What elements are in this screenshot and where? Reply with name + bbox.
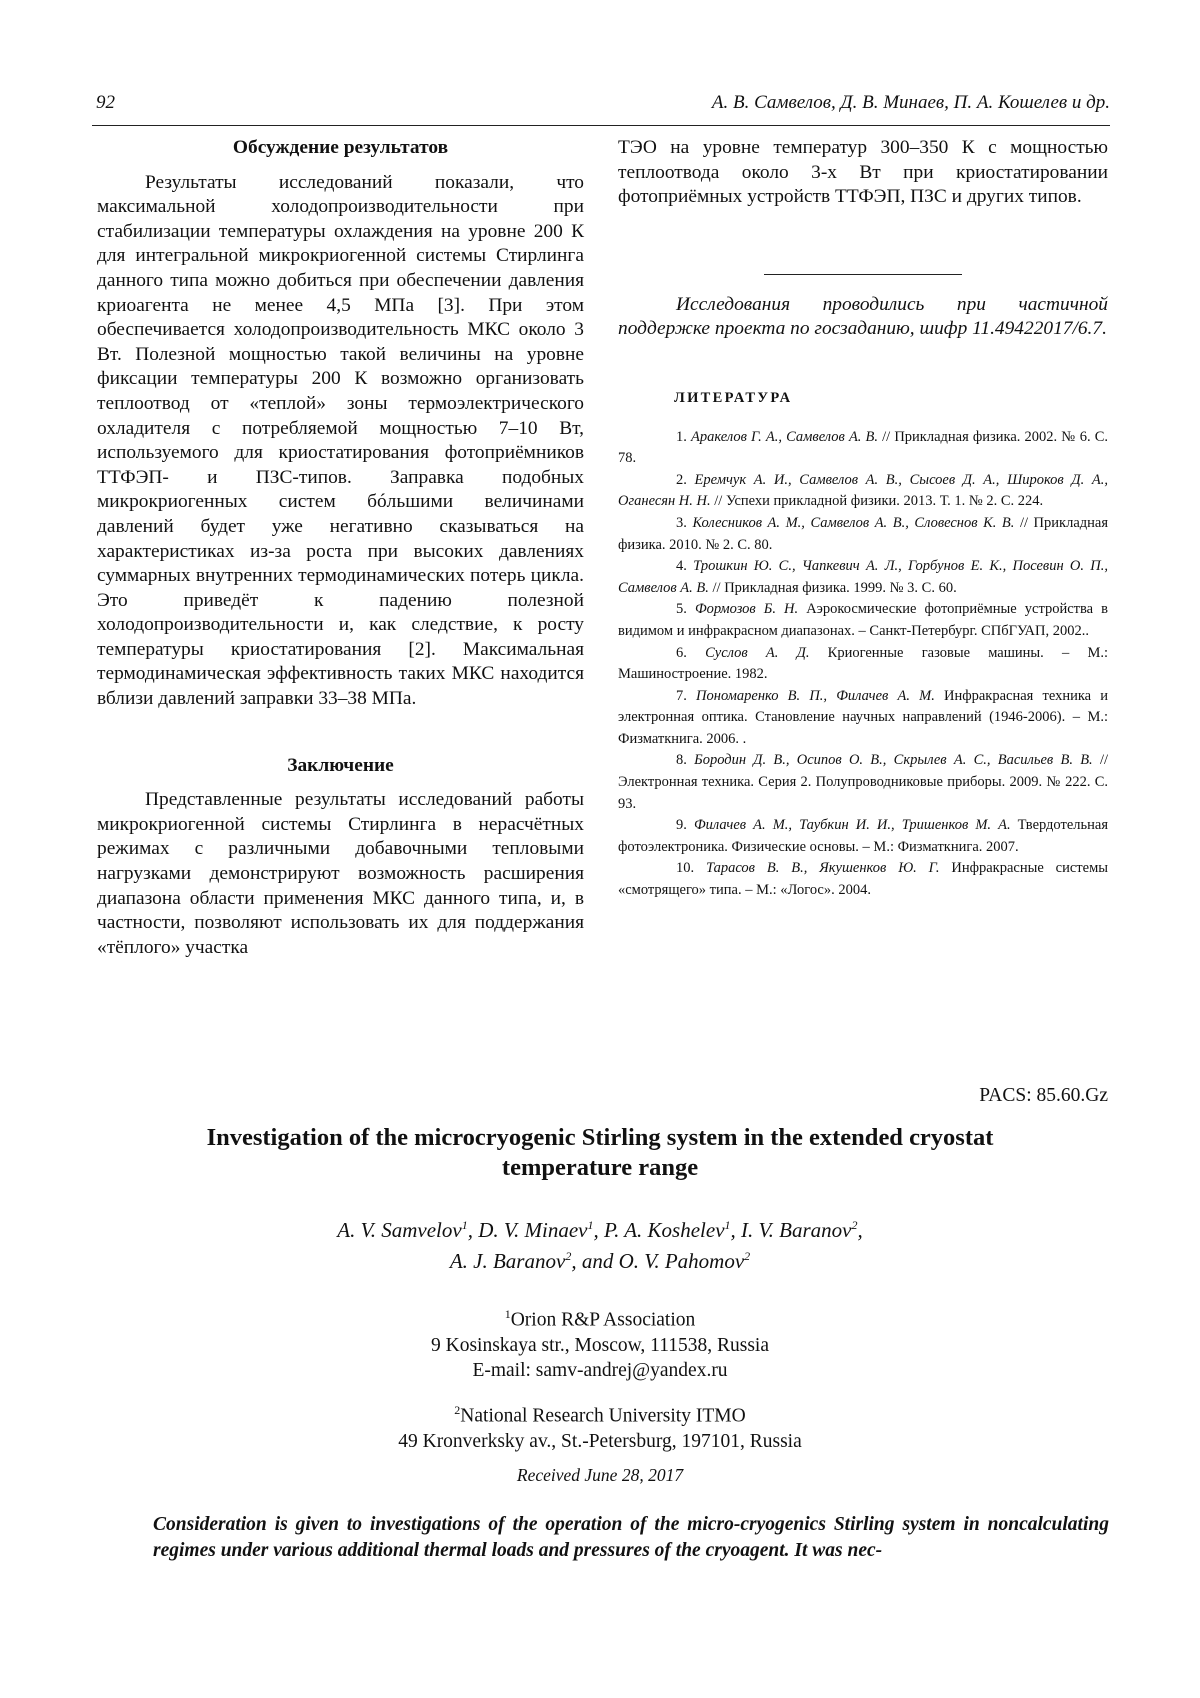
english-authors [200, 1212, 1000, 1274]
reference-authors: Аракелов Г. А., Самвелов А. В. [691, 428, 879, 445]
reference-number: 8. [676, 752, 695, 769]
affiliation-1-address: 9 Kosinskaya str., Moscow, 111538, Russia [431, 1334, 769, 1356]
reference-number: 7. [676, 687, 697, 704]
author-separator: , and [571, 1249, 619, 1273]
reference-item [618, 815, 1108, 858]
reference-item [618, 599, 1108, 642]
author-affiliation-sup: 1 [587, 1218, 594, 1232]
author-separator: , [467, 1218, 479, 1242]
author-separator: , [857, 1218, 863, 1242]
page-header [92, 92, 1110, 122]
reference-source: Инфракрасная техника и электронная оптика. Становление научных направлений (1946-2006). – М.: Физматкнига. 2006. . [618, 687, 1109, 747]
reference-number: 9. [676, 817, 694, 834]
author-name: P. A. Koshelev [603, 1218, 725, 1242]
reference-number: 1. [676, 428, 691, 445]
affiliation-2-name: National Research University ITMO [460, 1405, 746, 1427]
author-name: D. V. Minaev [478, 1218, 588, 1242]
reference-authors: Колесников А. М., Самвелов А. В., Словеснов К. В. [692, 514, 1015, 531]
reference-source: Инфракрасные системы «смотрящего» типа. – М.: «Логос». 2004. [618, 860, 1108, 899]
affiliation-1-name: Orion R&P Association [510, 1309, 696, 1331]
reference-item [618, 470, 1108, 513]
reference-authors: Формозов Б. Н. [694, 601, 799, 618]
reference-source: // Прикладная физика. 1999. № 3. С. 60. [708, 579, 957, 596]
reference-authors: Суслов А. Д. [705, 644, 810, 661]
reference-item [618, 858, 1108, 901]
affiliation-1 [200, 1302, 1000, 1383]
affiliation-1-sup: 1 [504, 1307, 511, 1321]
reference-source: Твердотельная фотоэлектроника. Физические основы. – М.: Физматкнига. 2007. [618, 817, 1108, 855]
reference-item [618, 686, 1108, 751]
reference-number: 5. [676, 601, 695, 618]
author-name: A. V. Samvelov [337, 1218, 462, 1242]
reference-item [618, 750, 1108, 815]
reference-number: 4. [676, 558, 694, 575]
reference-authors: Еремчук А. И., Самвелов А. В., Сысоев Д. А., Широков Д. А., Оганесян Н. Н. [618, 471, 1108, 510]
affiliation-1-email: E-mail: samv-andrej@yandex.ru [472, 1359, 728, 1381]
continuation-paragraph: ТЭО на уровне температур 300–350 К с мощностью теплоотвода около 3-х Вт при криостатировании фотоприёмных устройств ТТФЭП, ПЗС и других типов. [618, 137, 1108, 208]
reference-authors: Бородин Д. В., Осипов О. В., Скрылев А. С., Васильев В. В. [694, 752, 1093, 769]
reference-number: 2. [676, 471, 695, 488]
reference-item [618, 513, 1108, 556]
header-rule [92, 125, 1110, 126]
running-head: А. В. Самвелов, Д. В. Минаев, П. А. Кошелев и др. [711, 92, 1110, 113]
reference-authors: Филачев А. М., Таубкин И. И., Тришенков М. А. [693, 817, 1011, 834]
pacs-code: PACS: 85.60.Gz [979, 1085, 1108, 1106]
affiliation-2-address: 49 Kronverksky av., St.-Petersburg, 197101, Russia [398, 1430, 802, 1452]
reference-authors: Пономаренко В. П., Филачев А. М. [696, 687, 935, 704]
left-column [97, 136, 584, 960]
reference-source: Аэрокосмические фотоприёмные устройства в видимом и инфракрасном диапазонах. – Санкт-Петербург. СПбГУАП, 2002.. [618, 601, 1109, 639]
reference-number: 6. [676, 644, 706, 661]
received-date: Received June 28, 2017 [516, 1465, 684, 1485]
author-separator: , [730, 1218, 742, 1242]
author-name: I. V. Baranov [741, 1218, 852, 1242]
authors-line-1 [200, 1212, 1000, 1243]
english-title: Investigation of the microcryogenic Stirling system in the extended cryostat temperature range [206, 1124, 994, 1181]
reference-number: 3. [676, 514, 693, 531]
reference-item [618, 643, 1108, 686]
author-affiliation-sup: 2 [565, 1249, 572, 1263]
reference-authors: Тарасов В. В., Якушенков Ю. Г. [706, 860, 940, 877]
author-name: O. V. Pahomov [618, 1249, 745, 1273]
conclusion-heading: Заключение [287, 754, 394, 776]
author-separator: , [593, 1218, 604, 1242]
author-affiliation-sup: 1 [461, 1218, 468, 1232]
acknowledgement: Исследования проводились при частичной поддержке проекта по госзаданию, шифр 11.49422017/6.7. [618, 293, 1108, 340]
conclusion-paragraph: Представленные результаты исследований работы микрокриогенной системы Стирлинга в нерасчётных режимах с различными добавочными тепловыми нагрузками демонстрируют возможность расширения диапазона области применения МКС данного типа, и, в частности, позволяют использовать их для поддержания «тёплого» участка [97, 789, 584, 958]
english-abstract: Consideration is given to investigations of the operation of the micro-cryogenics Stirling system in noncalculating regimes under various additional thermal loads and pressures of the cryoagent. It was nec- [153, 1514, 1109, 1561]
author-name: A. J. Baranov [449, 1249, 566, 1273]
literature-heading: ЛИТЕРАТУРА [674, 389, 793, 406]
reference-list [618, 427, 1108, 902]
reference-authors: Трошкин Ю. С., Чапкевич А. Л., Горбунов Е. К., Посевин О. П., Самвелов А. В. [618, 558, 1109, 596]
acknowledgement-rule [764, 274, 962, 275]
author-affiliation-sup: 1 [724, 1218, 731, 1232]
reference-source: // Прикладная физика. 2002. № 6. С. 78. [618, 428, 1108, 467]
discussion-paragraph: Результаты исследований показали, что максимальной холодопроизводительности при стабилизации температуры охлаждения на уровне 200 К для интегральной микрокриогенной системы Стирлинга данного типа можно добиться при обеспечении давления криоагента не менее 4,5 МПа [3]. При этом обеспечивается холодопроизводительность МКС около 3 Вт. Полезной мощностью такой величины на уровне фиксации температуры 200 К возможно организовать теплоотвод от «теплой» зоны термоэлектрического охладителя с потребляемой мощностью 7–10 Вт, используемого для криостатирования фотоприёмников ТТФЭП- и ПЗС-типов. Заправка подобных микрокриогенных систем бóльшими величинами давлений будет уже негативно сказываться на характеристиках из-за роста при высоких давлениях суммарных внутренних термодинамических потерь цикла. Это приведёт к падению полезной холодопроизводительности и, как следствие, к росту температуры криостатирования [2]. Максимальная термодинамическая эффективность таких МКС находится вблизи давлений заправки 33–38 МПа. [97, 171, 584, 710]
right-column [618, 136, 1108, 902]
reference-item [618, 427, 1108, 470]
reference-source: // Электронная техника. Серия 2. Полупроводниковые приборы. 2009. № 222. С. 93. [618, 752, 1108, 812]
reference-source: // Успехи прикладной физики. 2013. Т. 1. № 2. С. 224. [710, 493, 1044, 510]
reference-number: 10. [676, 860, 707, 877]
affiliation-2-sup: 2 [454, 1403, 461, 1417]
reference-item [618, 556, 1108, 599]
author-affiliation-sup: 2 [851, 1218, 858, 1232]
authors-line-2 [200, 1243, 1000, 1274]
discussion-heading: Обсуждение результатов [232, 137, 449, 158]
affiliation-2 [200, 1398, 1000, 1454]
author-affiliation-sup: 2 [744, 1249, 751, 1263]
reference-source: // Прикладная физика. 2010. № 2. С. 80. [618, 514, 1108, 553]
page-number: 92 [96, 92, 115, 113]
reference-source: Криогенные газовые машины. – М.: Машиностроение. 1982. [618, 644, 1109, 683]
